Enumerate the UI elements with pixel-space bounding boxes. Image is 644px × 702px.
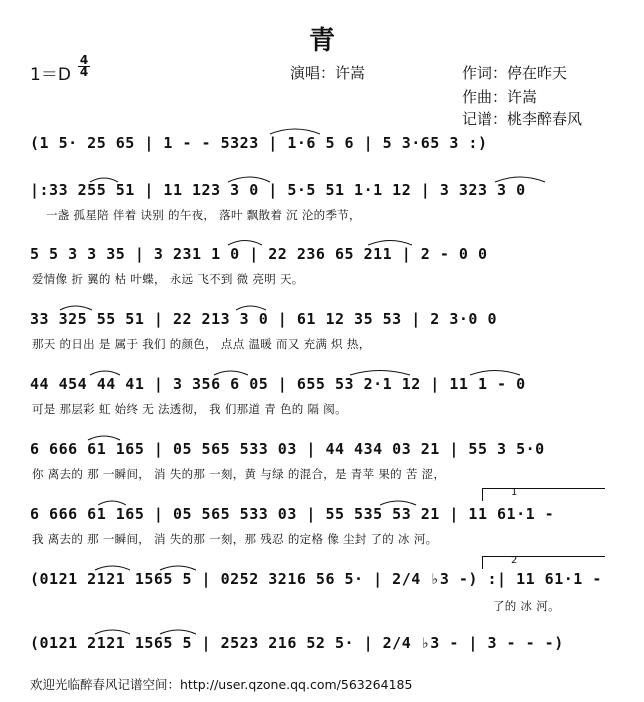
first-ending-label: 1 [511,487,518,498]
score-line-6: 6 666 61 165 | 05 565 533 03 | 55 535 53 21 | 11 61·1 - [30,505,555,523]
lyrics-line-6: 我 离去的 那 一瞬间， 消 失的那 一刻，那 残忍 的定格 像 尘封 了的 冰 河。 [32,532,438,546]
score-line-2: 5 5 3 3 35 | 3 231 1 0 | 22 236 65 211 | 2 - 0 0 [30,245,488,263]
lyrics-line-2: 爱情像 折 翼的 枯 叶蝶， 永远 飞不到 微 亮明 天。 [32,272,304,286]
key-signature: 1＝D [30,65,71,85]
lyrics-line-1: 一盏 孤星陪 伴着 诀别 的午夜， 落叶 飘散着 沉 沦的季节， [46,208,361,222]
time-signature-top: 4 [79,53,89,67]
score-line-8: (0121 2121 1565 5 | 2523 216 52 5· | 2/4 ♭3 - | 3 - - -) [30,634,564,652]
composer-credit: 作曲：许嵩 [462,88,538,106]
transcriber-credit: 记谱：桃李醉春风 [462,110,583,128]
time-signature-bottom: 4 [79,65,89,79]
singer-credit: 演唱：许嵩 [290,64,366,82]
second-ending-bracket [482,556,605,569]
first-ending-bracket [482,488,605,501]
score-line-intro: (1 5· 25 65 | 1 - - 5323 | 1·6 5 6 | 5 3·65 3 :) [30,134,488,152]
footer-credit: 欢迎光临醉春风记谱空间：http://user.qzone.qq.com/563264185 [30,677,413,692]
lyrics-line-4: 可是 那层彩 虹 始终 无 法透彻， 我 们那道 青 色的 隔 阂。 [32,402,347,416]
lyrics-line-7: 了的 冰 河。 [493,599,560,613]
score-line-1: |:33 255 51 | 11 123 3 0 | 5·5 51 1·1 12 | 3 323 3 0 [30,181,526,199]
song-title: 青 [308,26,335,56]
lyrics-line-5: 你 离去的 那 一瞬间， 消 失的那 一刻，黄 与绿 的混合，是 青苹 果的 苦 涩， [32,467,446,481]
score-line-3: 33 325 55 51 | 22 213 3 0 | 61 12 35 53 | 2 3·0 0 [30,310,498,328]
lyrics-line-3: 那天 的日出 是 属于 我们 的颜色， 点点 温暖 而又 充满 炽 热， [32,337,371,351]
lyricist-credit: 作词：停在昨天 [462,64,568,82]
score-line-7: (0121 2121 1565 5 | 0252 3216 56 5· | 2/4 ♭3 -) :| 11 61·1 - [30,570,602,588]
time-signature [78,55,90,78]
score-line-4: 44 454 44 41 | 3 356 6 05 | 655 53 2·1 12 | 11 1 - 0 [30,375,526,393]
second-ending-label: 2 [511,555,518,566]
score-line-5: 6 666 61 165 | 05 565 533 03 | 44 434 03 21 | 55 3 5·0 [30,440,545,458]
